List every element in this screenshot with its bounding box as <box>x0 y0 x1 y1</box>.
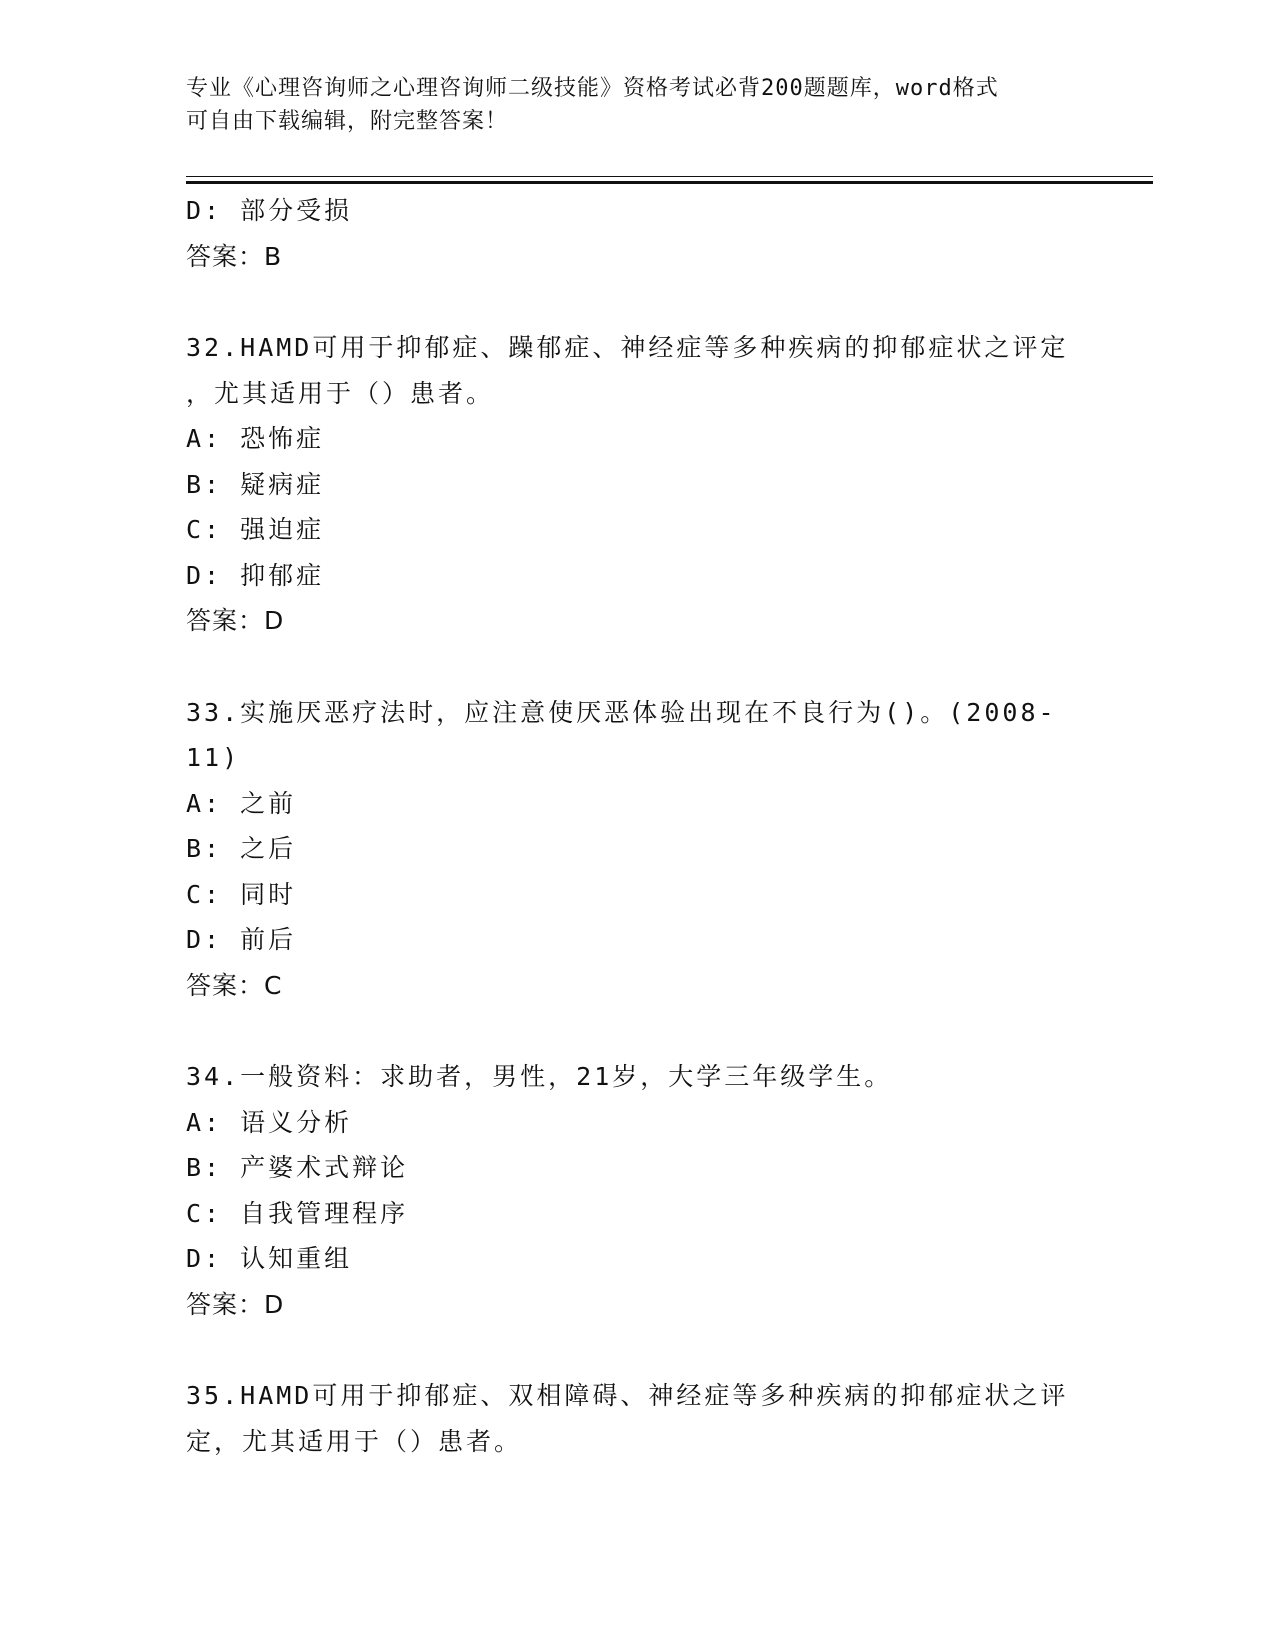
header-rule-thick <box>186 181 1153 184</box>
question-32 <box>186 325 1086 644</box>
option-b: B: 疑病症 <box>186 469 325 499</box>
header-rule-thin <box>186 176 1153 177</box>
question-stem: 33.实施厌恶疗法时，应注意使厌恶体验出现在不良行为()。(2008- <box>186 697 1057 727</box>
option-a: A: 之前 <box>186 788 297 818</box>
question-35 <box>186 1373 1086 1464</box>
option-c: C: 强迫症 <box>186 515 325 544</box>
answer-line: 答案：D <box>186 1289 285 1319</box>
option-c: C: 同时 <box>186 879 297 909</box>
option-c: C: 自我管理程序 <box>186 1198 409 1228</box>
answer-line: 答案：D <box>186 606 285 635</box>
question-34 <box>186 1054 1086 1327</box>
answer-line: 答案：C <box>186 970 283 1000</box>
question-content <box>186 188 1086 1464</box>
option-d: D: 抑郁症 <box>186 560 325 590</box>
header-line-2: 可自由下载编辑，附完整答案！ <box>186 109 509 134</box>
spacer <box>186 644 1086 690</box>
question-stem: 35.HAMD可用于抑郁症、双相障碍、神经症等多种疾病的抑郁症状之评 <box>186 1381 1069 1410</box>
option-d: D: 部分受损 <box>186 196 353 225</box>
option-a: A: 恐怖症 <box>186 424 325 453</box>
question-33 <box>186 690 1086 1009</box>
answer-line: 答案：B <box>186 241 283 271</box>
option-d: D: 认知重组 <box>186 1244 353 1273</box>
question-stem-cont: 11) <box>186 743 241 772</box>
spacer <box>186 1008 1086 1054</box>
question-31-tail <box>186 188 1086 279</box>
spacer <box>186 1327 1086 1373</box>
option-d: D: 前后 <box>186 925 297 954</box>
question-stem-cont: ，尤其适用于（）患者。 <box>186 378 495 408</box>
header-line-1: 专业《心理咨询师之心理咨询师二级技能》资格考试必背200题题库，word格式 <box>186 76 999 101</box>
question-stem-cont: 定，尤其适用于（）患者。 <box>186 1426 523 1456</box>
option-b: B: 之后 <box>186 834 297 863</box>
option-b: B: 产婆术式辩论 <box>186 1153 409 1182</box>
question-stem: 32.HAMD可用于抑郁症、躁郁症、神经症等多种疾病的抑郁症状之评定 <box>186 333 1069 362</box>
spacer <box>186 279 1086 325</box>
document-header <box>186 72 1066 138</box>
question-stem: 34.一般资料：求助者，男性，21岁，大学三年级学生。 <box>186 1062 893 1091</box>
option-a: A: 语义分析 <box>186 1107 353 1137</box>
